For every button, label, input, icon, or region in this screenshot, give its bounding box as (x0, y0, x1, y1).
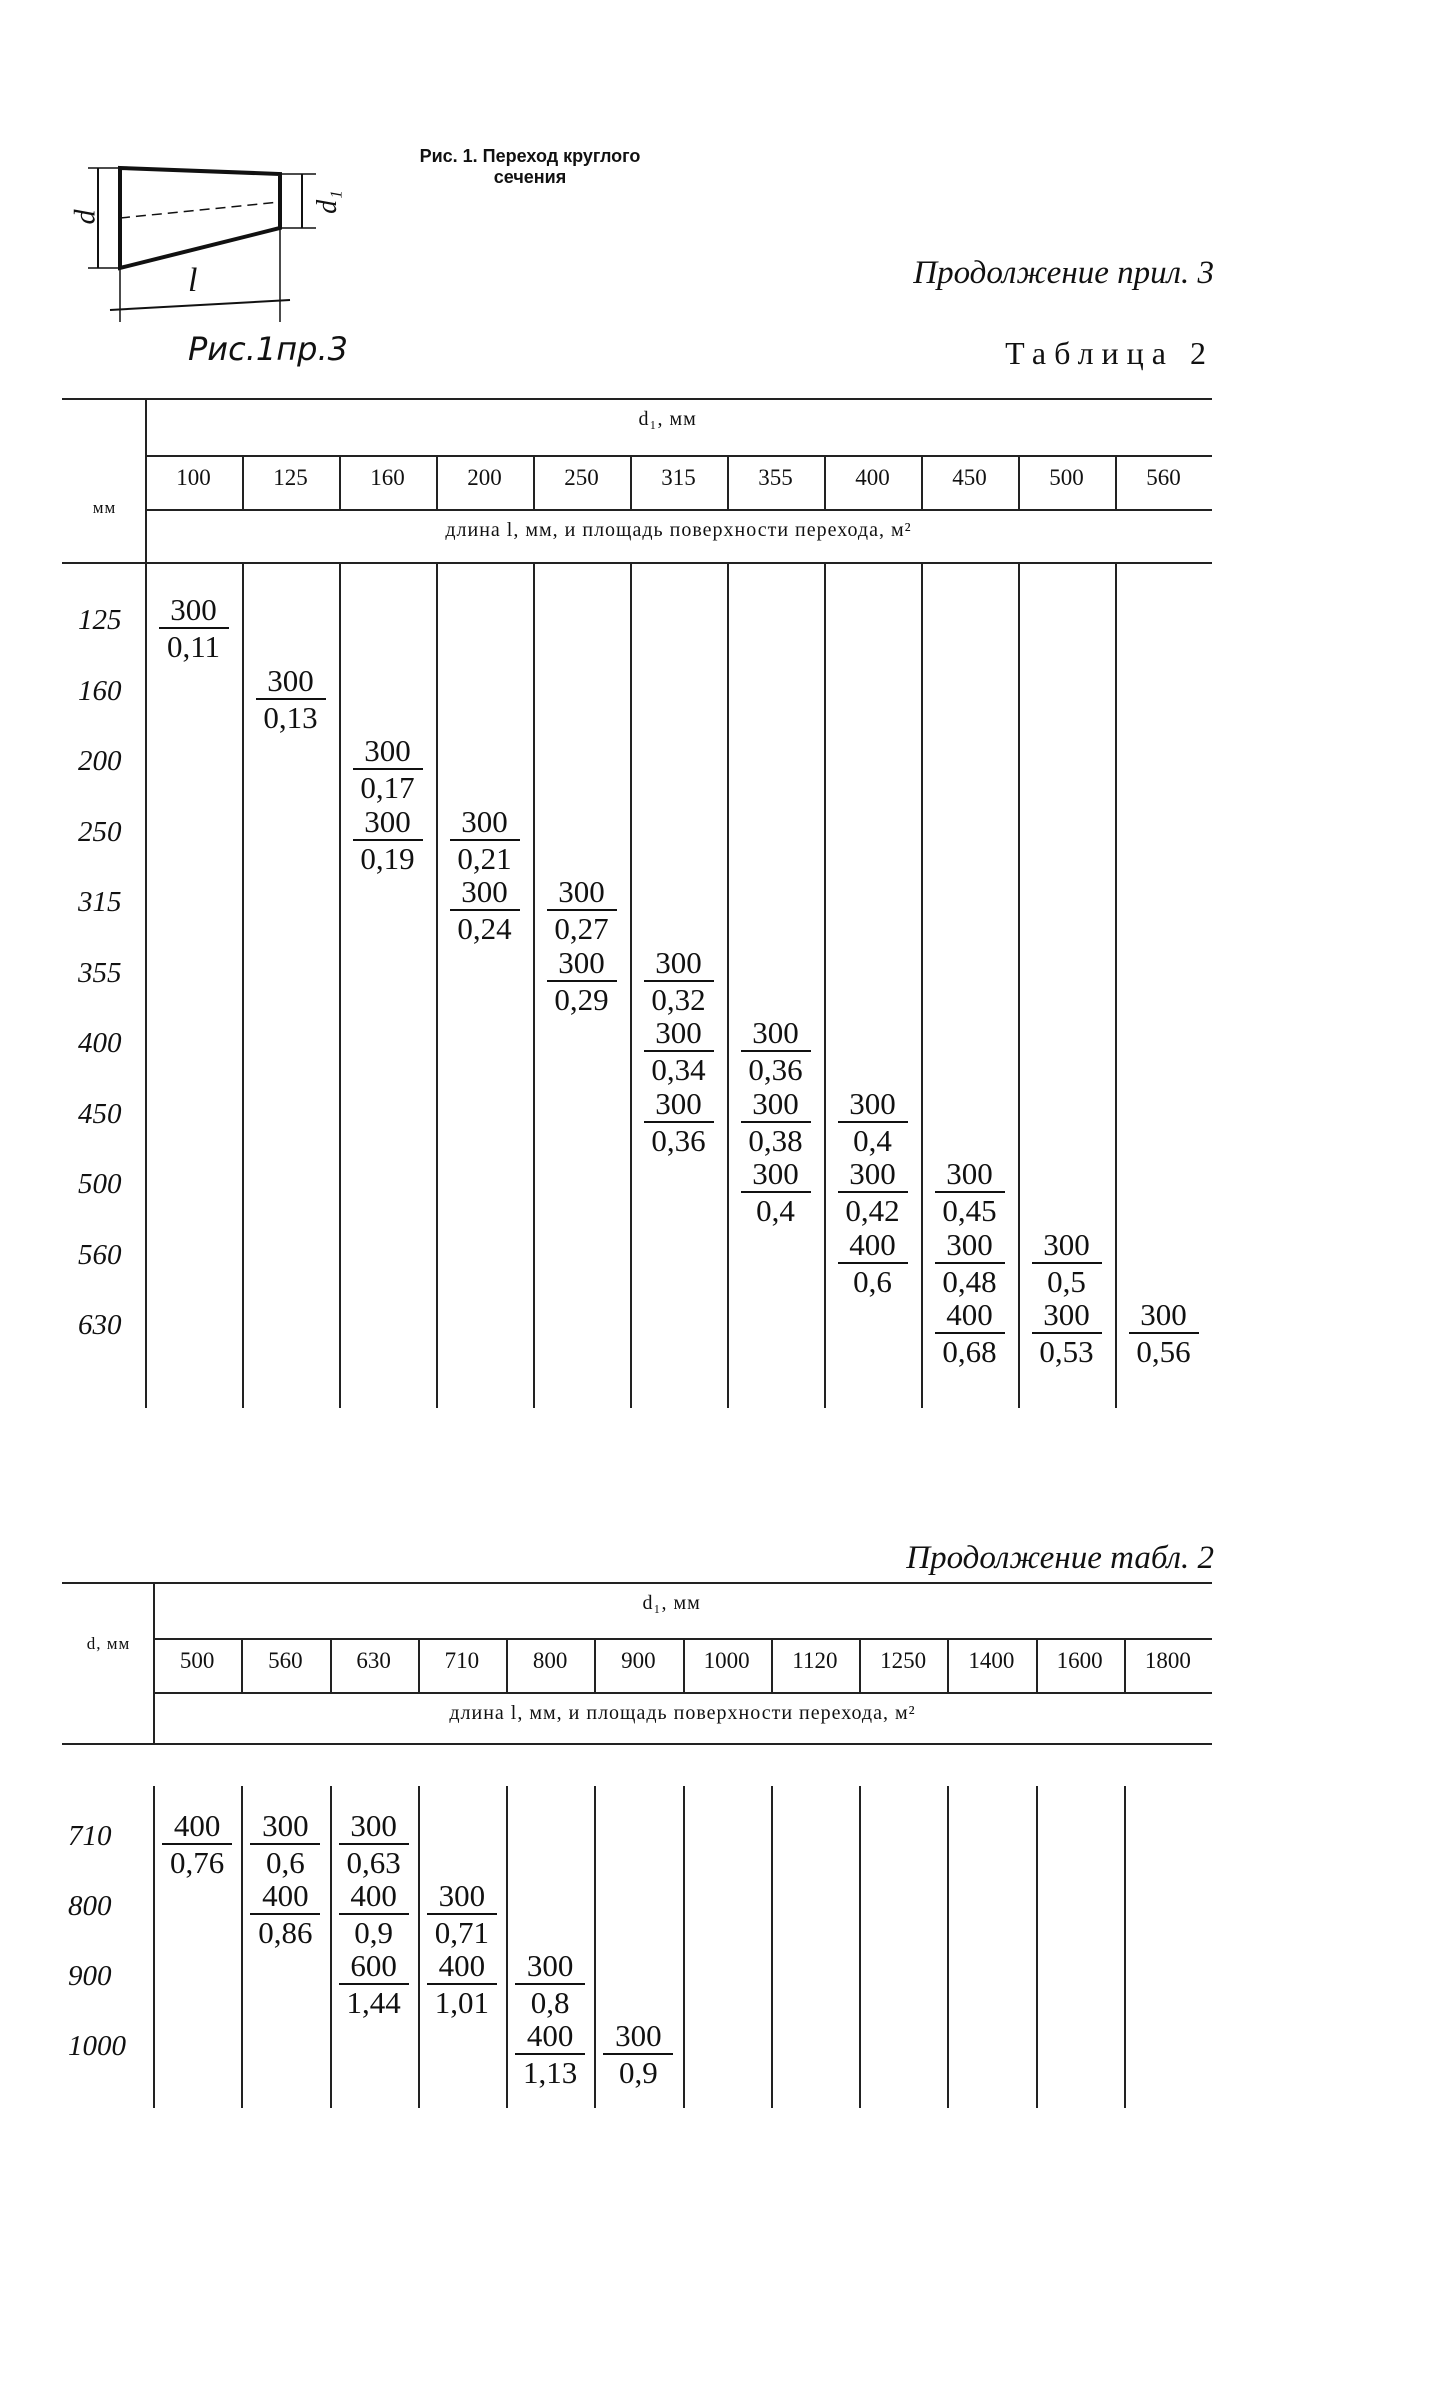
body-column-line (630, 562, 632, 1408)
length-value: 300 (752, 1156, 799, 1191)
row-label: 800 (68, 1890, 112, 1922)
figure-handwritten-label: Рис.1пр.3 (188, 330, 348, 368)
body-column-line (436, 562, 438, 1408)
row-header: d, мм (86, 1634, 131, 1653)
cell-value (509, 2020, 591, 2088)
length-value: 400 (350, 1878, 397, 1913)
column-header: 900 (621, 1648, 656, 1673)
column-divider (771, 1638, 773, 1692)
body-column-line (824, 562, 826, 1408)
cell-value (347, 735, 429, 803)
area-value: 0,5 (1047, 1263, 1086, 1299)
area-value: 0,4 (756, 1193, 795, 1228)
column-header: 1400 (968, 1648, 1015, 1673)
length-value: 300 (946, 1156, 993, 1191)
column-header: 250 (564, 465, 599, 490)
cell-value (832, 1158, 914, 1226)
area-value: 0,29 (554, 981, 609, 1017)
column-divider (1115, 455, 1117, 509)
column-divider (339, 455, 341, 509)
length-value: 400 (262, 1878, 309, 1913)
area-value: 0,6 (853, 1263, 892, 1299)
columns-bottom-rule (153, 1692, 1212, 1694)
area-value: 0,45 (942, 1193, 997, 1228)
area-value: 0,38 (748, 1122, 803, 1158)
area-value: 0,6 (266, 1845, 305, 1880)
body-column-line (145, 562, 147, 1408)
area-value: 0,11 (166, 629, 221, 664)
column-header: 125 (273, 465, 308, 490)
cell-value (638, 1085, 720, 1158)
body-column-line (153, 1786, 155, 2108)
column-divider (859, 1638, 861, 1692)
area-value: 0,86 (258, 1915, 313, 1950)
row-label: 500 (78, 1168, 122, 1200)
length-value: 300 (655, 1015, 702, 1050)
subheader: длина l, мм, и площадь поверхности перехода, м² (449, 1702, 916, 1724)
cell-value (1123, 1299, 1205, 1367)
d1-header: d₁, мм (638, 408, 697, 430)
columns-bottom-rule (145, 509, 1212, 511)
area-value: 0,63 (346, 1845, 401, 1880)
area-value: 0,56 (1136, 1334, 1191, 1369)
column-header: 1600 (1056, 1648, 1103, 1673)
length-value: 600 (350, 1948, 397, 1983)
area-value: 0,36 (651, 1122, 706, 1158)
columns-top-rule (145, 455, 1212, 457)
cell-value (333, 1880, 415, 1948)
length-value: 300 (1140, 1297, 1187, 1332)
length-value: 300 (1043, 1226, 1090, 1262)
length-value: 300 (849, 1085, 896, 1121)
area-value: 1,01 (434, 1985, 489, 2020)
length-value: 300 (526, 1948, 574, 1983)
area-value: 0,42 (845, 1193, 900, 1228)
body-column-line (339, 562, 341, 1408)
body-column-line (594, 1786, 596, 2108)
cell-value (929, 1158, 1011, 1226)
area-value: 1,13 (523, 2055, 578, 2090)
body-column-line (330, 1786, 332, 2108)
area-value: 0,27 (554, 911, 609, 946)
length-value: 400 (173, 1808, 221, 1843)
row-header: мм (92, 498, 117, 517)
column-header: 800 (532, 1648, 568, 1673)
row-label: 200 (78, 745, 122, 777)
body-column-line (1124, 1786, 1126, 2108)
column-divider (1018, 455, 1020, 509)
body-column-line (241, 1786, 243, 2108)
column-header: 315 (661, 465, 696, 490)
continuation-table: Продолжение табл. 2 (906, 1540, 1214, 1576)
area-value: 0,13 (263, 699, 318, 735)
length-value: 300 (752, 1085, 799, 1121)
column-divider (1036, 1638, 1038, 1692)
cell-value (244, 1810, 326, 1878)
row-label: 710 (68, 1820, 112, 1852)
table-title: Таблица 2 (1005, 335, 1214, 371)
area-value: 0,36 (748, 1052, 803, 1087)
length-value: 300 (350, 1808, 397, 1843)
cell-value (929, 1226, 1011, 1299)
area-value: 0,21 (457, 840, 512, 876)
column-header: 200 (467, 465, 502, 490)
length-value: 300 (262, 1808, 309, 1843)
row-label: 355 (78, 956, 122, 989)
column-header: 1000 (703, 1648, 750, 1673)
column-divider (824, 455, 826, 509)
body-column-line (921, 562, 923, 1408)
cell-value (153, 594, 235, 662)
body-column-line (506, 1786, 508, 2108)
cell-value (541, 876, 623, 944)
row-label: 250 (78, 815, 122, 848)
column-header: 1250 (880, 1648, 927, 1673)
cell-value (421, 1950, 503, 2018)
column-divider (330, 1638, 332, 1692)
cell-value (421, 1880, 503, 1948)
cell-value (444, 803, 526, 876)
area-value: 0,71 (434, 1915, 489, 1950)
table-top-rule (62, 1582, 1212, 1584)
row-label: 160 (78, 674, 122, 707)
row-label: 125 (78, 604, 122, 636)
cell-value (333, 1950, 415, 2018)
body-column-line (1018, 562, 1020, 1408)
area-value: 0,34 (651, 1052, 706, 1087)
dim-l-label: l (188, 262, 198, 299)
area-value: 0,68 (942, 1334, 997, 1369)
area-value: 0,8 (530, 1985, 570, 2020)
body-column-line (418, 1786, 420, 2108)
column-header: 450 (952, 465, 987, 490)
column-divider (683, 1638, 685, 1692)
d1-header: d₁, мм (642, 1592, 701, 1614)
cell-value (1026, 1299, 1108, 1367)
column-divider (630, 455, 632, 509)
column-header: 630 (356, 1648, 391, 1673)
cell-value (735, 1158, 817, 1226)
area-value: 0,4 (853, 1122, 892, 1158)
length-value: 300 (461, 874, 508, 909)
body-column-line (727, 562, 729, 1408)
length-value: 400 (526, 2018, 574, 2053)
column-header: 710 (444, 1648, 480, 1673)
column-header: 160 (370, 465, 405, 490)
column-header: 500 (179, 1648, 215, 1673)
row-label: 900 (68, 1960, 112, 1992)
cell-value (597, 2020, 679, 2088)
header-bottom-rule (62, 1743, 1212, 1745)
row-label: 1000 (68, 2030, 126, 2062)
column-header: 560 (268, 1648, 303, 1673)
body-column-line (859, 1786, 861, 2108)
cell-value (832, 1226, 914, 1299)
column-divider (594, 1638, 596, 1692)
transition-figure (68, 150, 360, 335)
area-value: 0,9 (619, 2055, 658, 2090)
length-value: 300 (461, 803, 508, 839)
body-column-line (947, 1786, 949, 2108)
cell-value (832, 1085, 914, 1158)
length-value: 300 (558, 874, 605, 909)
column-header: 355 (758, 465, 793, 490)
area-value: 0,17 (360, 770, 415, 805)
column-divider (533, 455, 535, 509)
column-divider (436, 455, 438, 509)
cell-value (509, 1950, 591, 2018)
area-value: 0,76 (170, 1845, 225, 1880)
length-value: 300 (615, 2018, 662, 2053)
length-value: 300 (655, 1085, 702, 1121)
dim-d1-label: d₁ (311, 190, 343, 214)
area-value: 0,32 (651, 981, 706, 1017)
column-header: 500 (1049, 465, 1084, 490)
length-value: 300 (849, 1156, 896, 1191)
subheader: длина l, мм, и площадь поверхности перехода, м² (445, 519, 912, 541)
row-label: 400 (78, 1027, 122, 1059)
cell-value (347, 803, 429, 876)
area-value: 0,48 (942, 1263, 997, 1299)
length-value: 300 (364, 733, 411, 768)
cell-value (244, 1880, 326, 1948)
column-header: 560 (1146, 465, 1181, 490)
body-column-line (1036, 1786, 1038, 2108)
length-value: 300 (655, 944, 702, 980)
length-value: 400 (438, 1948, 486, 1983)
area-value: 0,24 (457, 911, 512, 946)
column-header: 100 (176, 465, 211, 490)
length-value: 300 (170, 592, 217, 627)
cell-value (333, 1810, 415, 1878)
length-value: 300 (364, 803, 411, 839)
dim-d-label: d (68, 209, 102, 225)
column-divider (418, 1638, 420, 1692)
column-divider (921, 455, 923, 509)
length-value: 300 (1043, 1297, 1090, 1332)
body-column-line (533, 562, 535, 1408)
row-label: 560 (78, 1238, 122, 1271)
body-column-line (242, 562, 244, 1408)
column-divider (242, 455, 244, 509)
body-column-line (683, 1786, 685, 2108)
continuation-appendix: Продолжение прил. 3 (913, 255, 1214, 291)
cell-value (735, 1017, 817, 1085)
cell-value (735, 1085, 817, 1158)
body-column-line (1115, 562, 1117, 1408)
length-value: 400 (946, 1297, 993, 1332)
column-divider (241, 1638, 243, 1692)
cell-value (250, 662, 332, 735)
table-top-rule (62, 398, 1212, 400)
length-value: 300 (438, 1878, 486, 1913)
length-value: 400 (849, 1226, 896, 1262)
cell-value (1026, 1226, 1108, 1299)
length-value: 300 (267, 662, 314, 698)
figure-caption: Рис. 1. Переход круглого сечения (419, 146, 641, 187)
cell-value (638, 1017, 720, 1085)
row-label: 450 (78, 1097, 122, 1130)
column-header: 400 (855, 465, 890, 490)
column-divider (727, 455, 729, 509)
length-value: 300 (946, 1226, 993, 1262)
length-value: 300 (558, 944, 605, 980)
cell-value (156, 1810, 238, 1878)
length-value: 300 (752, 1015, 799, 1050)
column-divider (947, 1638, 949, 1692)
cell-value (929, 1299, 1011, 1367)
column-divider (506, 1638, 508, 1692)
header-bottom-rule (62, 562, 1212, 564)
column-divider (1124, 1638, 1126, 1692)
area-value: 1,44 (346, 1985, 401, 2020)
area-value: 0,53 (1039, 1334, 1094, 1369)
cell-value (541, 944, 623, 1017)
column-header: 1120 (792, 1648, 838, 1673)
row-label: 630 (78, 1309, 122, 1341)
body-column-line (771, 1786, 773, 2108)
row-label: 315 (78, 886, 122, 918)
cell-value (638, 944, 720, 1017)
cell-value (444, 876, 526, 944)
area-value: 0,19 (360, 840, 415, 876)
area-value: 0,9 (354, 1915, 393, 1950)
column-header: 1800 (1144, 1648, 1191, 1673)
